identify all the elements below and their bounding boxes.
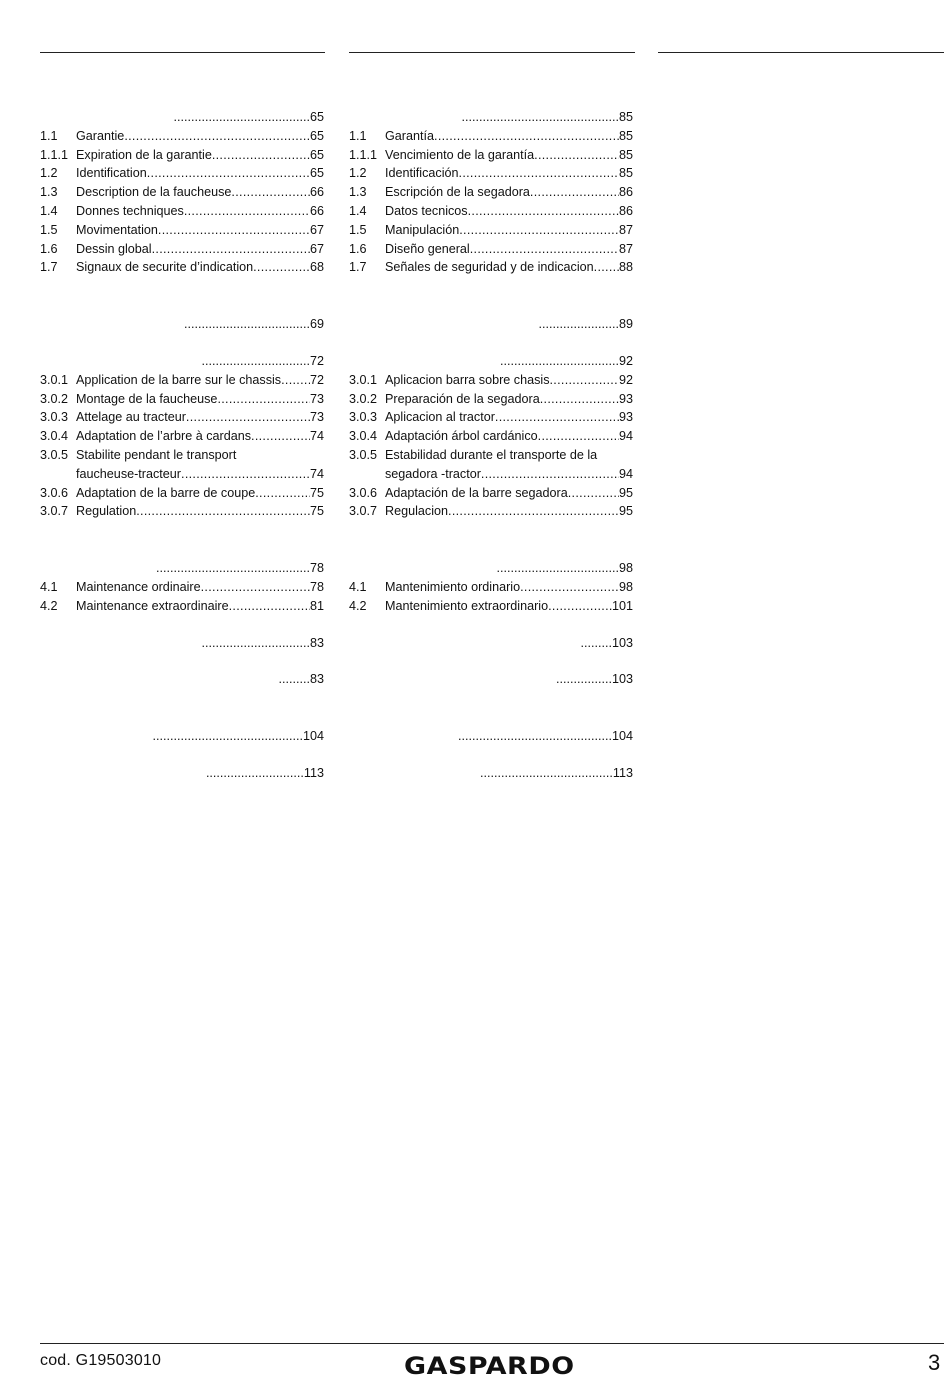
toc-entry	[40, 559, 324, 578]
toc-page-number: 72	[309, 372, 324, 387]
toc-section-number: 3.0.4	[349, 429, 378, 444]
toc-section-number: 4.2	[349, 598, 367, 613]
toc-entry	[40, 108, 324, 127]
toc-section-number: 3.0.6	[40, 485, 69, 500]
toc-leader-dots	[255, 484, 310, 503]
toc-section-number: 1.5	[40, 222, 58, 237]
toc-page-number: 78	[309, 579, 324, 594]
toc-entry	[40, 146, 324, 165]
toc-entry	[40, 408, 324, 427]
toc-section-title: Escripción de la segadora	[385, 185, 530, 200]
toc-leader-dots: ...................................	[496, 561, 619, 576]
toc-page-number: 87	[618, 241, 633, 256]
toc-section-title: Garantía	[385, 128, 435, 143]
toc-section-title: Adaptación árbol cardánico	[385, 429, 538, 444]
toc-entry	[40, 484, 324, 503]
toc-page-number: 95	[618, 504, 633, 519]
toc-section-number: 1.3	[40, 185, 58, 200]
toc-section-title: Maintenance extraordinaire	[76, 598, 229, 613]
toc-french	[40, 108, 324, 783]
toc-page-number: 103	[611, 672, 633, 687]
toc-entry	[40, 315, 324, 334]
toc-section-number: 3.0.6	[349, 485, 378, 500]
toc-leader-dots	[147, 164, 310, 183]
toc-leader-dots	[152, 240, 310, 259]
toc-leader-dots	[530, 183, 619, 202]
toc-section-title: Identification	[76, 166, 147, 181]
toc-page-number: 66	[309, 185, 324, 200]
header-rule-left	[40, 52, 325, 53]
toc-leader-dots: ....................................	[184, 317, 310, 332]
toc-section-number: 1.6	[40, 241, 58, 256]
toc-section-number: 4.1	[40, 579, 58, 594]
toc-section-title: Regulation	[76, 504, 137, 519]
toc-section-number: 1.3	[349, 185, 367, 200]
toc-leader-dots: ...............................	[201, 353, 310, 368]
toc-section-number: 1.2	[40, 166, 58, 181]
toc-section-number: 3.0.1	[40, 372, 69, 387]
toc-page-number: 85	[618, 128, 633, 143]
toc-page-number: 65	[309, 147, 324, 162]
toc-entry	[349, 183, 633, 202]
toc-leader-dots	[520, 578, 619, 597]
header-rule-middle	[349, 52, 635, 53]
toc-section-title: Garantie	[76, 128, 125, 143]
toc-leader-dots: ...............................	[201, 635, 310, 650]
toc-entry	[40, 202, 324, 221]
toc-section-number: 1.7	[349, 260, 367, 275]
toc-entry	[40, 390, 324, 409]
toc-section-title: Expiration de la garantie	[76, 147, 212, 162]
toc-page-number: 74	[309, 466, 324, 481]
toc-page-number: 104	[302, 729, 324, 744]
toc-section-title: Adaptation de l’arbre à cardans	[76, 429, 252, 444]
toc-leader-dots: ..................................	[500, 353, 619, 368]
toc-section-title: Estabilidad durante el transporte de la	[385, 447, 598, 462]
toc-page-number: 98	[618, 561, 633, 576]
toc-leader-dots	[448, 502, 619, 521]
footer-rule	[40, 1343, 944, 1344]
toc-entry	[349, 578, 633, 597]
toc-page-number: 75	[309, 485, 324, 500]
toc-entry	[349, 727, 633, 746]
toc-entry	[349, 597, 633, 616]
toc-leader-dots	[568, 484, 619, 503]
toc-leader-dots	[281, 371, 310, 390]
toc-section-title: Application de la barre sur le chassis	[76, 372, 282, 387]
toc-section-title: Description de la faucheuse	[76, 185, 232, 200]
toc-section-title: Adaptation de la barre de coupe	[76, 485, 256, 500]
toc-page-number: 85	[618, 147, 633, 162]
toc-section-title: Dessin global	[76, 241, 152, 256]
toc-section-title: Identificación	[385, 166, 459, 181]
toc-leader-dots: .......................................	[173, 110, 310, 124]
toc-page-number: 72	[309, 353, 324, 368]
toc-leader-dots	[495, 408, 619, 427]
toc-entry	[40, 183, 324, 202]
toc-section-title: segadora -tractor	[385, 466, 481, 481]
toc-section-number: 1.4	[40, 203, 58, 218]
toc-entry	[40, 371, 324, 390]
toc-section-title: Preparación de la segadora	[385, 391, 540, 406]
toc-entry	[40, 727, 324, 746]
toc-page-number: 65	[309, 166, 324, 181]
toc-section-title: Mantenimiento extraordinario	[385, 598, 549, 613]
toc-page-number: 104	[611, 729, 633, 744]
toc-page-number: 83	[309, 635, 324, 650]
toc-page-number: 92	[618, 372, 633, 387]
toc-section-number: 1.1	[40, 128, 58, 143]
toc-section-number: 1.1	[349, 128, 367, 143]
toc-section-number: 1.5	[349, 222, 367, 237]
toc-leader-dots: ......................................	[479, 765, 613, 780]
toc-leader-dots: ................	[556, 672, 612, 687]
toc-leader-dots	[217, 390, 310, 409]
toc-leader-dots	[459, 221, 619, 240]
toc-page-number: 101	[611, 598, 633, 613]
toc-entry	[349, 559, 633, 578]
toc-page-number: 86	[618, 185, 633, 200]
toc-section-number: 1.2	[349, 166, 367, 181]
toc-page-number: 92	[618, 353, 633, 368]
toc-page-number: 73	[309, 391, 324, 406]
toc-leader-dots: .........	[580, 635, 612, 650]
toc-section-title: Maintenance ordinaire	[76, 579, 201, 594]
toc-entry	[40, 502, 324, 521]
header-rule-right	[658, 52, 944, 53]
toc-section-number: 1.7	[40, 260, 58, 275]
toc-leader-dots	[468, 202, 619, 221]
toc-entry	[349, 108, 633, 127]
toc-section-number: 1.4	[349, 203, 367, 218]
toc-entry	[349, 127, 633, 146]
toc-section-number: 4.2	[40, 598, 58, 613]
toc-section-number: 3.0.3	[40, 410, 69, 425]
toc-page-number: 86	[618, 203, 633, 218]
toc-entry	[349, 146, 633, 165]
toc-entry	[349, 427, 633, 446]
toc-leader-dots	[470, 240, 619, 259]
toc-page-number: 73	[309, 410, 324, 425]
toc-leader-dots	[184, 202, 310, 221]
toc-leader-dots	[594, 258, 619, 277]
toc-page-number: 98	[618, 579, 633, 594]
toc-entry	[349, 352, 633, 371]
toc-section-number: 3.0.4	[40, 429, 69, 444]
toc-page-number: 67	[309, 222, 324, 237]
toc-leader-dots	[550, 371, 619, 390]
toc-entry	[349, 465, 633, 484]
toc-page-number: 68	[309, 260, 324, 275]
toc-page-number: 93	[618, 391, 633, 406]
toc-section-title: faucheuse-tracteur	[76, 466, 182, 481]
toc-entry	[349, 164, 633, 183]
toc-entry	[40, 127, 324, 146]
toc-section-number: 3.0.5	[40, 447, 69, 462]
toc-section-title: Señales de seguridad y de indicacion	[385, 260, 594, 275]
toc-leader-dots	[158, 221, 310, 240]
toc-page-number: 65	[309, 110, 324, 124]
toc-page-number: 83	[309, 672, 324, 687]
toc-section-title: Aplicacion barra sobre chasis	[385, 372, 550, 387]
toc-entry	[349, 670, 633, 689]
toc-section-title: Signaux de securite d’indication	[76, 260, 254, 275]
document-code: cod. G19503010	[40, 1352, 162, 1369]
toc-entry	[349, 202, 633, 221]
toc-section-title: Datos tecnicos	[385, 203, 468, 218]
toc-leader-dots	[136, 502, 310, 521]
toc-leader-dots	[548, 597, 612, 616]
toc-entry	[349, 371, 633, 390]
toc-leader-dots: .............................................	[461, 110, 619, 124]
toc-page-number: 94	[618, 466, 633, 481]
toc-page-number: 85	[618, 110, 633, 124]
toc-page-number: 103	[611, 635, 633, 650]
toc-section-title: Regulacion	[385, 504, 449, 519]
toc-leader-dots	[534, 146, 619, 165]
toc-entry	[40, 764, 324, 783]
toc-section-title: Adaptación de la barre segadora	[385, 485, 568, 500]
toc-page-number: 87	[618, 222, 633, 237]
toc-entry	[40, 240, 324, 259]
toc-leader-dots	[253, 258, 310, 277]
toc-section-title: Movimentation	[76, 222, 158, 237]
toc-section-title: Donnes techniques	[76, 203, 184, 218]
toc-leader-dots: .........	[278, 672, 310, 687]
toc-page-number: 67	[309, 241, 324, 256]
toc-entry	[349, 446, 633, 465]
toc-spanish	[349, 108, 633, 783]
toc-page-number: 75	[309, 504, 324, 519]
toc-page-number: 95	[618, 485, 633, 500]
toc-page-number: 113	[303, 765, 324, 780]
toc-leader-dots	[181, 465, 310, 484]
toc-entry	[349, 408, 633, 427]
toc-entry	[40, 164, 324, 183]
toc-section-number: 3.0.5	[349, 447, 378, 462]
toc-entry	[40, 258, 324, 277]
toc-entry	[349, 258, 633, 277]
toc-leader-dots: ............................................	[458, 729, 612, 744]
toc-leader-dots: ............................................	[156, 561, 310, 576]
toc-page-number: 93	[618, 410, 633, 425]
page-number: 3	[928, 1350, 941, 1375]
toc-leader-dots	[434, 127, 619, 146]
toc-entry	[349, 502, 633, 521]
toc-entry	[349, 484, 633, 503]
toc-section-number: 3.0.7	[349, 504, 378, 519]
toc-entry	[349, 221, 633, 240]
toc-entry	[349, 315, 633, 334]
toc-section-title: Manipulación	[385, 222, 460, 237]
toc-leader-dots: ...........................................	[152, 729, 303, 744]
toc-leader-dots	[538, 427, 619, 446]
toc-leader-dots	[459, 164, 619, 183]
toc-section-title: Attelage au tracteur	[76, 410, 186, 425]
toc-page-number: 113	[612, 765, 633, 780]
toc-leader-dots: .......................	[538, 317, 619, 332]
toc-section-number: 3.0.1	[349, 372, 378, 387]
toc-page-number: 69	[309, 317, 324, 332]
toc-section-number: 4.1	[349, 579, 367, 594]
toc-section-number: 3.0.3	[349, 410, 378, 425]
toc-leader-dots	[186, 408, 310, 427]
toc-section-title: Montage de la faucheuse	[76, 391, 218, 406]
toc-leader-dots	[231, 183, 310, 202]
toc-page-number: 78	[309, 561, 324, 576]
toc-section-number: 3.0.7	[40, 504, 69, 519]
toc-entry	[349, 240, 633, 259]
toc-page-number: 65	[309, 128, 324, 143]
toc-section-number: 3.0.2	[349, 391, 378, 406]
toc-page-number: 88	[618, 260, 633, 275]
toc-leader-dots	[229, 597, 310, 616]
toc-page-number: 85	[618, 166, 633, 181]
toc-entry	[40, 578, 324, 597]
toc-section-title: Aplicacion al tractor	[385, 410, 495, 425]
toc-entry	[40, 221, 324, 240]
toc-page-number: 66	[309, 203, 324, 218]
toc-page-number: 89	[618, 317, 633, 332]
toc-entry	[349, 390, 633, 409]
toc-section-number: 3.0.2	[40, 391, 69, 406]
toc-section-title: Diseño general	[385, 241, 470, 256]
gaspardo-logo: GASPARDO	[404, 1352, 575, 1380]
toc-entry	[40, 670, 324, 689]
toc-section-number: 1.6	[349, 241, 367, 256]
toc-page-number: 81	[309, 598, 324, 613]
toc-leader-dots	[481, 465, 619, 484]
toc-entry	[40, 427, 324, 446]
toc-leader-dots	[540, 390, 619, 409]
toc-leader-dots	[212, 146, 310, 165]
toc-section-title: Stabilite pendant le transport	[76, 447, 237, 462]
toc-leader-dots	[251, 427, 310, 446]
toc-section-number: 1.1.1	[349, 147, 378, 162]
toc-section-title: Vencimiento de la garantía	[385, 147, 535, 162]
toc-entry	[40, 597, 324, 616]
toc-leader-dots	[124, 127, 310, 146]
toc-entry	[40, 634, 324, 653]
toc-page-number: 94	[618, 429, 633, 444]
toc-section-number: 1.1.1	[40, 147, 69, 162]
toc-entry	[40, 465, 324, 484]
toc-page-number: 74	[309, 429, 324, 444]
toc-entry	[349, 764, 633, 783]
toc-leader-dots: ............................	[205, 765, 304, 780]
toc-entry	[40, 352, 324, 371]
toc-entry	[349, 634, 633, 653]
toc-leader-dots	[201, 578, 310, 597]
toc-entry	[40, 446, 324, 465]
toc-section-title: Mantenimiento ordinario	[385, 579, 521, 594]
